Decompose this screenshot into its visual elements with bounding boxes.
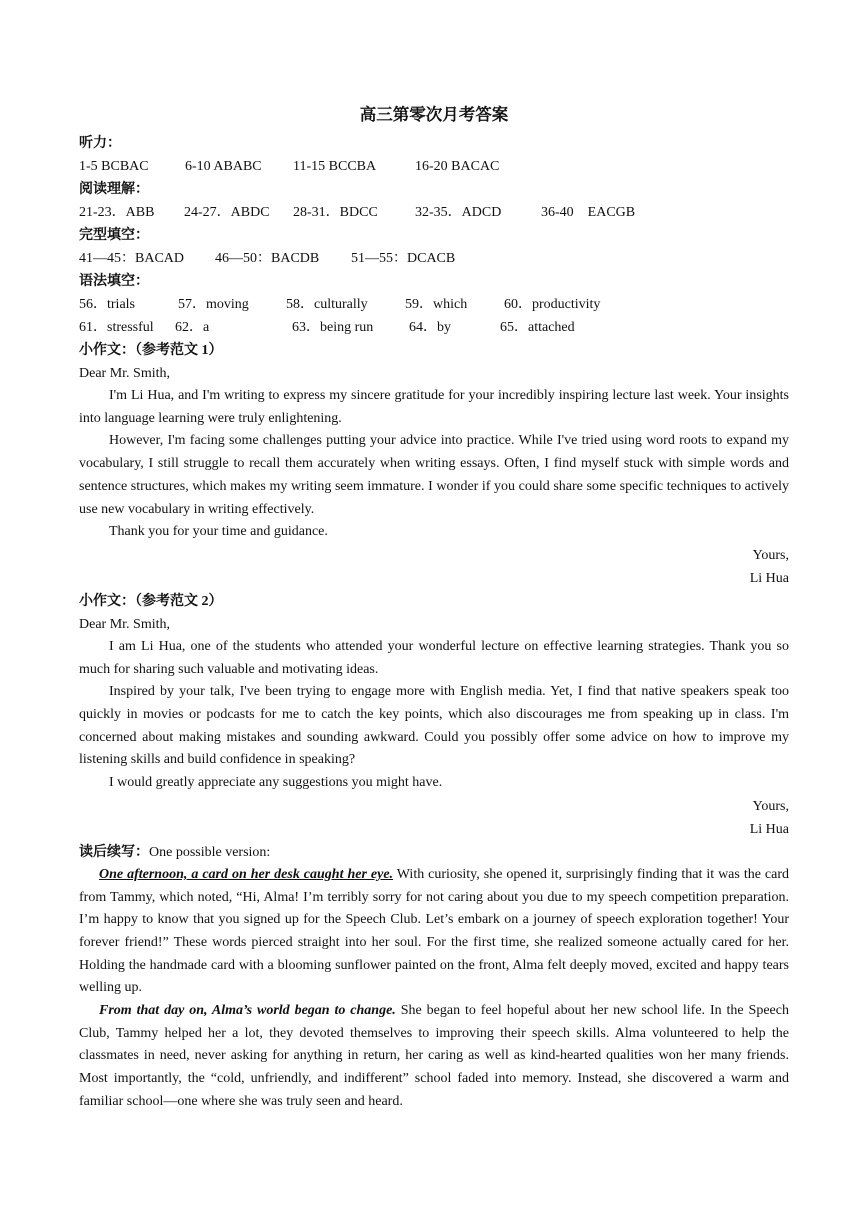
- listening-heading: 听力：: [79, 136, 121, 151]
- continuation-paragraph-2: [79, 1000, 789, 1114]
- listening-answers: [79, 155, 789, 178]
- answer-item: 58．culturally: [286, 297, 368, 312]
- grammar-answers-row-2: [79, 316, 789, 339]
- continuation-heading: 读后续写：: [79, 844, 149, 860]
- answer-group: 51—55：DCACB: [351, 251, 456, 266]
- essay-2-salutation: Dear Mr. Smith,: [79, 616, 170, 632]
- essay-1-paragraph: I'm Li Hua, and I'm writing to express my sincere gratitude for your incredibly inspiring lecture last week. Your insights into language learning were truly enlightening.: [79, 388, 789, 426]
- answer-group: 11-15 BCCBA: [293, 159, 377, 174]
- essay-2-paragraph: I am Li Hua, one of the students who attended your wonderful lecture on effective learning strategies. Thank you so much for sharing such valuable and motivating ideas.: [79, 638, 789, 677]
- essay-1-signature: Li Hua: [749, 570, 789, 586]
- answer-item: 63．being run: [292, 320, 374, 335]
- answer-item: 57．moving: [178, 297, 249, 312]
- essay-1-heading: 小作文：（参考范文 1）: [79, 343, 223, 358]
- essay-1-salutation: Dear Mr. Smith,: [79, 366, 170, 381]
- grammar-answers-row-1: [79, 293, 789, 316]
- continuation-paragraph-1: [79, 864, 789, 1000]
- answer-item: 62．a: [175, 320, 210, 335]
- answer-group: 36-40 EACGB: [541, 205, 636, 220]
- essay-1-paragraph: Thank you for your time and guidance.: [109, 524, 328, 540]
- grammar-heading: 语法填空：: [79, 274, 149, 289]
- answer-group: 16-20 BACAC: [415, 159, 500, 174]
- continuation-lead-sentence: From that day on, Alma’s world began to change.: [99, 1003, 396, 1019]
- answer-group: 28-31．BDCC: [293, 205, 378, 220]
- essay-2-paragraph: I would greatly appreciate any suggestions you might have.: [109, 775, 443, 791]
- answer-item: 59．which: [405, 297, 468, 312]
- reading-answers: [79, 201, 789, 224]
- answer-item: 56．trials: [79, 297, 135, 312]
- reading-heading: 阅读理解：: [79, 182, 149, 197]
- essay-1-closing: Yours,: [752, 547, 789, 563]
- answer-item: 60．productivity: [504, 297, 601, 312]
- essay-1-paragraph: However, I'm facing some challenges putting your advice into practice. While I've tried using word roots to expand my vocabulary, I still struggle to recall them accurately when writing essays. Often, I find myself stuck with simple words and sentence structures, which makes my writing seem immature. I wonder if you could share some specific techniques to actively use new vocabulary in writing effectively.: [79, 433, 789, 517]
- answer-group: 32-35．ADCD: [415, 205, 502, 220]
- cloze-heading: 完型填空：: [79, 228, 149, 243]
- answer-group: 46—50：BACDB: [215, 251, 320, 266]
- continuation-lead-sentence: One afternoon, a card on her desk caught her eye.: [99, 866, 394, 882]
- continuation-body: With curiosity, she opened it, surprisingly finding that it was the card from Tammy, which noted, “Hi, Alma! I’m terribly sorry for not caring about you due to my speech competition preparation. I’m happy to know that you signed up for the Speech Club. Let’s embark on a journey of speech exploration together! Your forever friend!” These words pierced straight into her soul. For the first time, she realized someone actually cared for her. Holding the handmade card with a blooming sunflower painted on the front, Alma felt deeply moved, excited and happy tears welling up.: [79, 866, 789, 996]
- answer-group: 1-5 BCBAC: [79, 159, 149, 174]
- continuation-body: She began to feel hopeful about her new school life. In the Speech Club, Tammy helped her a lot, they devoted themselves to improving their speech skills. Alma volunteered to help the classmates in need, never asking for anything in return, her caring as well as kind-hearted qualities won her many friends. Most importantly, the “cold, unfriendly, and indifferent” school faded into memory. Instead, she discovered a warm and familiar school—one where she was truly seen and heard.: [79, 1003, 789, 1109]
- answer-document: [79, 104, 789, 1114]
- essay-2-heading: 小作文：（参考范文 2）: [79, 593, 223, 609]
- answer-item: 61．stressful: [79, 320, 154, 335]
- answer-group: 6-10 ABABC: [185, 159, 262, 174]
- continuation-note: One possible version:: [149, 844, 271, 860]
- answer-item: 65．attached: [500, 320, 575, 335]
- essay-2-closing: Yours,: [752, 798, 789, 814]
- cloze-answers: [79, 247, 789, 270]
- page-title: 高三第零次月考答案: [359, 105, 509, 124]
- answer-group: 21-23．ABB: [79, 205, 155, 220]
- answer-group: 24-27．ABDC: [184, 205, 270, 220]
- essay-2-signature: Li Hua: [749, 821, 789, 837]
- answer-item: 64．by: [409, 320, 451, 335]
- essay-2-paragraph: Inspired by your talk, I've been trying to engage more with English media. Yet, I find that native speakers speak too quickly in movies or podcasts for me to catch the key points, which also discourages me from speaking up in class. I'm concerned about making mistakes and sounding awkward. Could you possibly offer some advice on how to improve my listening skills and build confidence in speaking?: [79, 684, 789, 768]
- continuation-heading-line: [79, 841, 789, 864]
- answer-group: 41—45：BACAD: [79, 251, 185, 266]
